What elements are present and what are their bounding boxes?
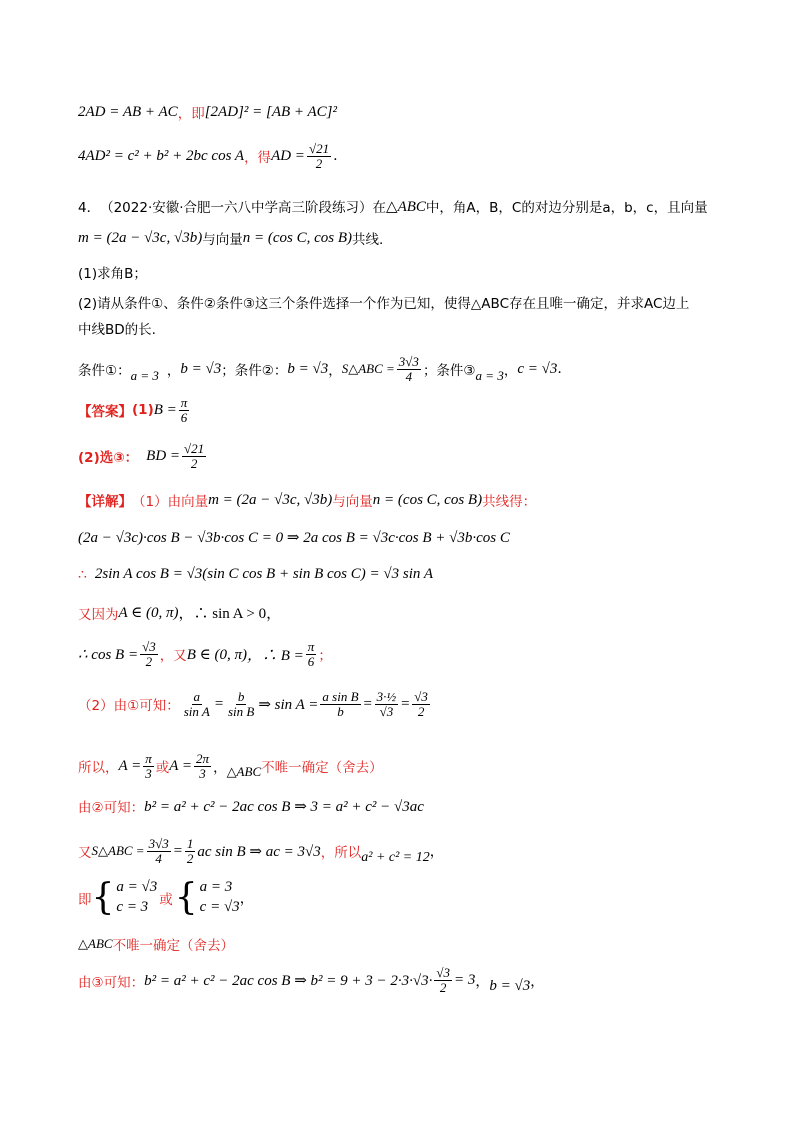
- detail-s2-f4-num: 3·½: [376, 689, 397, 704]
- problem-part2-line2: [78, 318, 156, 338]
- prev-eq2-num: √21: [308, 141, 330, 156]
- detail-s2-f5: [412, 690, 430, 718]
- detail-s1-res-lhs: ，∴ B =: [247, 647, 304, 664]
- detail-s1-therefore: ∴: [78, 566, 87, 583]
- cond-label-2: ；条件②：: [221, 363, 288, 379]
- part2-text-1: (2)请从条件①、条件②条件③这三个条件选择一个作为已知，使得△ABC存在且唯一确定，并求AC边上: [78, 296, 690, 312]
- prev-eq2-den: 2: [315, 155, 323, 171]
- detail-s2-f2-den: sin B: [227, 703, 255, 719]
- problem-source: （2022·安徽·合肥一六八中学高三阶段练习）: [100, 200, 373, 216]
- detail-s4-fraction: [434, 966, 452, 994]
- detail-s3-sys-end: ，: [239, 890, 254, 907]
- detail-s4-intro: 由③可知：: [78, 974, 145, 991]
- detail-s1-cos-num: √3: [142, 639, 156, 654]
- detail-s4-num: √3: [436, 965, 450, 981]
- detail-s3-eq2b: ac sin B ⇒ ac = 3√3: [197, 843, 321, 860]
- cond1-b: b = √3: [180, 360, 222, 377]
- problem-stem-a: 在: [372, 200, 387, 216]
- problem-part2-line1: [78, 292, 689, 312]
- detail-step2-eq: （2）由①可知： $\frac{a}{\text{sin A}}$ = $\frac{b}{\text{sin B}}$ ⇒ sin A = $\frac{\text{a sin B}}{b}$ = $\frac{\text{3·½}}{√3}$ = $\frac{√3}{2}$: [78, 689, 428, 719]
- detail-s3-sum: a² + c² = 12: [361, 850, 430, 865]
- detail-s4-den: 2: [439, 980, 447, 995]
- detail-s3-not-unique: 不唯一确定（舍去）: [112, 938, 235, 954]
- detail-s2-not-unique: 不唯一确定（舍去）: [261, 760, 383, 777]
- answer-2-fraction: [182, 442, 206, 470]
- answer-1-fraction: [179, 396, 190, 424]
- conditions: 条件①： a = 3 ， b = √3 ；条件②： b = √3 ， S△ABC = $\frac{3√3}{4}$ ；条件③ a = 3 ， c = √3 .: [78, 353, 562, 384]
- detail-s1-cos-fraction: [140, 640, 158, 668]
- part1-text: (1)求角B；: [78, 266, 147, 282]
- detail-s2-f3-den: b: [337, 703, 344, 719]
- detail-s3-sys2-a: a = 3: [199, 879, 233, 895]
- detail-s3-so: ，所以: [320, 845, 362, 861]
- prev-eq2-math: 4AD² = c² + b² + 2bc cos A: [78, 147, 245, 164]
- answer-tag: 【答案】: [78, 404, 132, 421]
- detail-s1-vec-n: n = (cos C, cos B): [372, 491, 483, 508]
- detail-s3-system-1: [116, 878, 157, 917]
- detail-s3-system-2: [200, 878, 240, 917]
- prev-eq2-fraction: [307, 142, 331, 170]
- detail-step1-result: [78, 640, 332, 668]
- detail-s3-or: 或: [159, 891, 173, 908]
- detail-s3-den: 4: [155, 850, 162, 866]
- cond2-num: 3√3: [398, 353, 419, 369]
- detail-s2-a2-num: 2π: [196, 751, 210, 766]
- detail-s3-tri: △ABC: [78, 936, 113, 951]
- prev-eq2-end: .: [333, 148, 338, 165]
- prev-eq1-math2: [2AD]² = [AB + AC]²: [204, 103, 338, 120]
- detail-s2-f4-den: √3: [379, 703, 394, 719]
- detail-step2-result: 所以， A = $\frac{\pi}{3}$ 或 A = $\frac{2\pi}{3}$ ， △ABC 不唯一确定（舍去）: [78, 751, 383, 781]
- detail-s2-f2: [226, 690, 256, 718]
- detail-s3-sum-end: ，: [429, 844, 444, 860]
- detail-s2-so: 所以，: [78, 760, 119, 777]
- vector-m: m = (2a − √3c, √3b): [78, 229, 203, 246]
- problem-part1: [78, 262, 147, 282]
- prev-eq-2: [78, 142, 338, 170]
- prev-eq-1: [78, 102, 337, 122]
- cond-label-1: 条件①：: [78, 363, 131, 379]
- detail-s2-f4: [375, 690, 399, 718]
- detail-s4-eq: b² = a² + c² − 2ac cos B ⇒ b² = 9 + 3 − 2·3·√3·: [144, 973, 433, 989]
- problem-stem-b: 中，角A，B，C的对边分别是a，b，c，且向量: [425, 200, 708, 216]
- cond2-den: 4: [405, 368, 413, 384]
- cond2-s: S△ABC =: [341, 361, 395, 376]
- detail-s2-f3-num: a sin B: [322, 689, 359, 704]
- detail-s3-intro: 由②可知：: [78, 800, 145, 816]
- answer-2-label: (2)选③：: [78, 450, 139, 467]
- detail-s2-f2-num: b: [237, 689, 245, 704]
- answer-1-math: B =: [153, 401, 177, 418]
- part2-text-2: 中线BD的长.: [78, 322, 156, 338]
- detail-s2-f1-num: a: [193, 689, 201, 704]
- detail-step3-systems: 即 { a = √3 c = 3 或 { a = 3 c = √3 ，: [78, 876, 254, 918]
- detail-s2-or: 或: [155, 760, 170, 777]
- detail-s2-imp: ⇒ sin A =: [258, 696, 319, 713]
- problem-stem: [78, 196, 708, 216]
- problem-vectors: [78, 228, 383, 248]
- answer-1: [78, 396, 191, 424]
- detail-s3-sys1-c: c = 3: [116, 898, 149, 915]
- detail-s3-eq: b² = a² + c² − 2ac cos B ⇒ 3 = a² + c² − √3ac: [144, 798, 424, 815]
- detail-s4-comma: ，: [475, 973, 490, 990]
- detail-step4-eq: [78, 966, 544, 995]
- detail-s2-a2-fraction: [194, 752, 211, 780]
- detail-s2-f3: [320, 690, 360, 718]
- detail-s1-res-end: ；: [318, 648, 332, 665]
- detail-s1-res-den: 6: [307, 653, 315, 669]
- detail-s4-b: b = √3: [489, 978, 531, 994]
- detail-s1-eq: (2a − √3c)·cos B − √3b·cos C = 0 ⇒ 2a cos B = √3c·cos B + √3b·cos C: [78, 530, 510, 546]
- detail-s1-join: 与向量: [332, 494, 373, 510]
- cond3-a: a = 3: [475, 368, 504, 383]
- detail-s1-range: A ∈ (0, π): [118, 605, 179, 621]
- cond-label-3: ；条件③: [422, 363, 476, 379]
- detail-s1-sin: ，∴ sin A > 0，: [178, 606, 282, 622]
- detail-s2-intro: （2）由①可知：: [78, 698, 180, 715]
- detail-s3-ie: 即: [78, 891, 92, 908]
- cond2-b: b = √3: [287, 360, 329, 377]
- detail-s3-eq2a: =: [172, 842, 183, 859]
- detail-step3-area: [78, 836, 444, 866]
- detail-s2-a2-den: 3: [199, 765, 206, 781]
- detail-s3-also: 又: [78, 845, 92, 861]
- problem-number: 4．: [78, 200, 101, 216]
- vector-n: n = (cos C, cos B): [242, 229, 352, 246]
- detail-s3-num: 3√3: [148, 835, 169, 851]
- answer-1-den: 6: [180, 409, 188, 425]
- detail-s2-a1-fraction: [143, 752, 154, 780]
- detail-s2-eq-sign: =: [213, 695, 224, 712]
- detail-step1-eq2: [78, 566, 433, 583]
- detail-s2-a1-lhs: A =: [118, 757, 142, 774]
- detail-s1-also2: ，又: [159, 648, 187, 665]
- cond-end: .: [557, 361, 562, 377]
- answer-1-num: π: [180, 395, 188, 410]
- detail-s1-also: 又因为: [78, 606, 119, 623]
- answer-1-label: (1): [132, 402, 154, 419]
- detail-step3-result: [78, 934, 234, 954]
- prev-eq2-lhs: AD =: [271, 147, 305, 164]
- detail-s1-brange: B ∈ (0, π): [186, 646, 247, 663]
- detail-step1-intro: [78, 490, 536, 510]
- detail-s1-res-num: π: [307, 639, 315, 654]
- detail-s4-end: ，: [530, 973, 545, 990]
- vector-join: 与向量: [202, 232, 243, 248]
- problem-triangle: △ABC: [386, 198, 426, 215]
- detail-s3-sys1-a: a = √3: [116, 879, 158, 895]
- detail-s1-res-fraction: [306, 640, 317, 668]
- cond3-c: c = √3: [517, 360, 558, 377]
- detail-s2-tri: △ABC: [226, 764, 262, 780]
- detail-s1-vec-m: m = (2a − √3c, √3b): [208, 491, 333, 508]
- detail-s3-half: [185, 837, 196, 865]
- detail-s3-fraction: [147, 837, 171, 865]
- detail-step1-eq: [78, 528, 510, 547]
- detail-tag: 【详解】: [78, 494, 132, 510]
- answer-2-math: BD =: [146, 447, 181, 464]
- detail-s2-f5-num: √3: [414, 689, 428, 704]
- detail-s3-s: S△ABC =: [91, 843, 145, 858]
- detail-s2-a1-den: 3: [145, 765, 152, 781]
- detail-s2-f1: [182, 690, 212, 718]
- detail-s2-f5-den: 2: [417, 703, 425, 719]
- prev-eq1-math: 2AD = AB + AC: [78, 103, 178, 120]
- detail-s2-a1-num: π: [145, 751, 152, 766]
- vector-end: 共线.: [351, 232, 384, 248]
- prev-eq1-note: ，即: [177, 106, 205, 122]
- detail-step3-eq: [78, 796, 424, 816]
- detail-s2-f1-den: sin A: [183, 703, 210, 719]
- detail-s3-sys2-c: c = √3: [199, 898, 240, 915]
- detail-s2-a2-lhs: A =: [169, 757, 193, 774]
- detail-s1-eq2: 2sin A cos B = √3(sin C cos B + sin B cos C) = √3 sin A: [94, 566, 434, 582]
- detail-s1-end: 共线得：: [482, 494, 537, 510]
- detail-s1-cos-den: 2: [145, 653, 153, 669]
- detail-step1-range: [78, 602, 281, 623]
- cond1-a: a = 3: [130, 368, 159, 383]
- detail-s3-half-num: 1: [186, 835, 194, 851]
- detail-s1-intro: （1）由向量: [132, 494, 209, 510]
- detail-s3-half-den: 2: [186, 850, 194, 866]
- detail-s4-eq-end: = 3: [454, 972, 476, 988]
- cond2-fraction: [397, 355, 421, 383]
- answer-2: [78, 442, 208, 470]
- prev-eq2-note: ，得: [244, 150, 272, 167]
- detail-s1-cos-lhs: ∴ cos B =: [78, 646, 139, 663]
- answer-2-den: 2: [190, 455, 198, 471]
- answer-2-num: √21: [184, 441, 205, 456]
